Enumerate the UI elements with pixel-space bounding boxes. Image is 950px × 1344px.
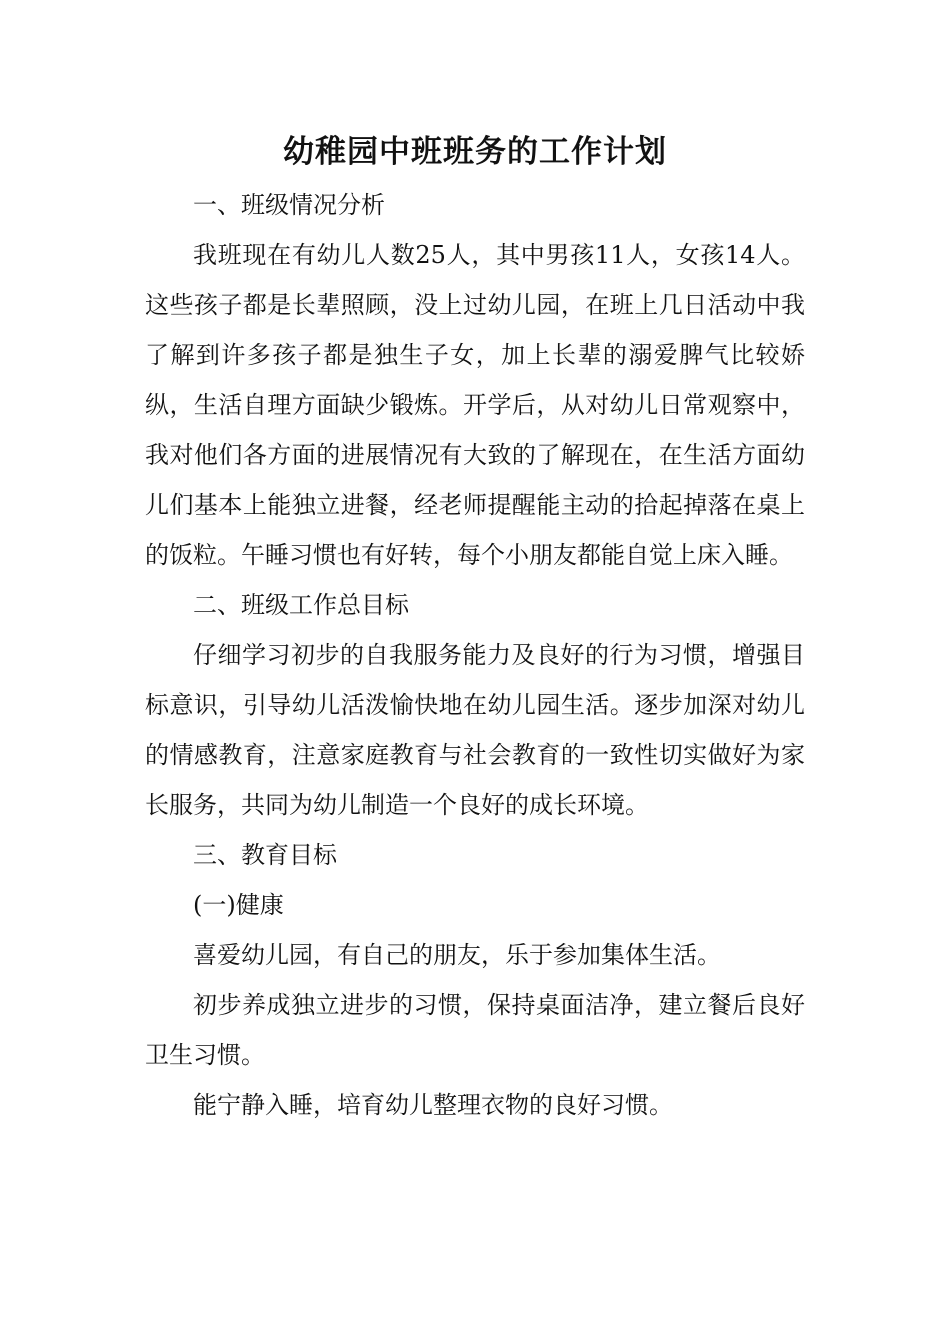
paragraph-health-3: 能宁静入睡，培育幼儿整理衣物的良好习惯。 [193,1091,673,1119]
section-heading-1: 一、班级情况分析 [193,191,385,219]
section-heading-3: 三、教育目标 [193,841,337,869]
paragraph-class-analysis: 我班现在有幼儿人数25人，其中男孩11人，女孩14人。这些孩子都是长辈照顾，没上过幼儿园，在班上几日活动中我了解到许多孩子都是独生子女，加上长辈的溺爱脾气比较娇纵，生活自理方面缺少锻炼。开学后，从对幼儿日常观察中，我对他们各方面的进展情况有大致的了解现在，在生活方面幼儿们基本上能独立进餐，经老师提醒能主动的拾起掉落在桌上的饭粒。午睡习惯也有好转，每个小朋友都能自觉上床入睡。 [145,241,805,569]
document-title: 幼稚园中班班务的工作计划 [283,134,667,170]
paragraph-health-2: 初步养成独立进步的习惯，保持桌面洁净，建立餐后良好卫生习惯。 [145,991,805,1069]
subsection-heading-health: (一)健康 [193,891,284,919]
paragraph-overall-goals: 仔细学习初步的自我服务能力及良好的行为习惯，增强目标意识，引导幼儿活泼愉快地在幼儿园生活。逐步加深对幼儿的情感教育，注意家庭教育与社会教育的一致性切实做好为家长服务，共同为幼儿制造一个良好的成长环境。 [145,641,805,819]
paragraph-health-1: 喜爱幼儿园，有自己的朋友，乐于参加集体生活。 [193,941,721,969]
document-page [145,128,805,1130]
section-heading-2: 二、班级工作总目标 [193,591,409,619]
